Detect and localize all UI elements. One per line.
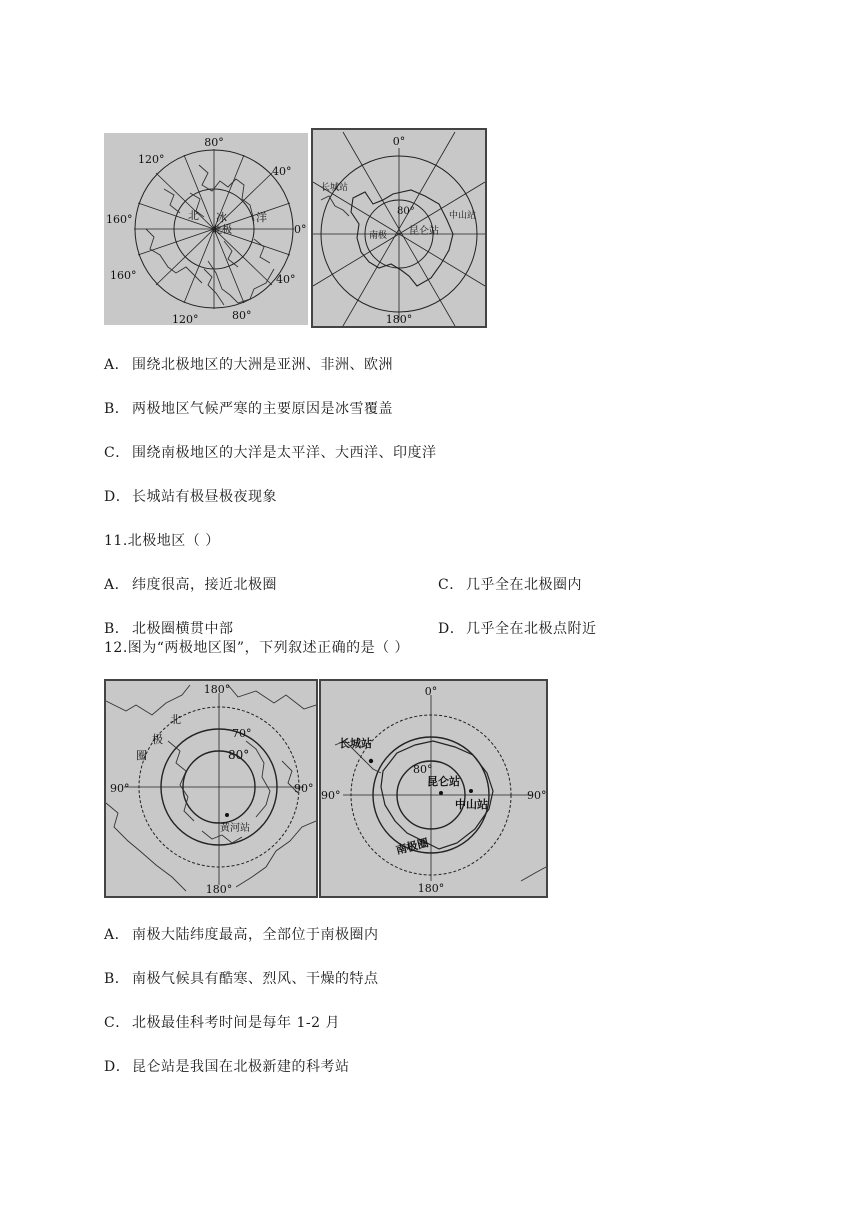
q12-option-d[interactable] xyxy=(104,1056,350,1076)
q12-stem: 12.图为“两极地区图”，下列叙述正确的是（ ） xyxy=(104,640,410,656)
ocean-label: 北 xyxy=(188,209,199,222)
option-letter: D． xyxy=(438,621,465,637)
option-text: 几乎全在北极圈内 xyxy=(466,577,582,593)
lat-label: 80° xyxy=(228,748,250,762)
option-letter: B． xyxy=(104,971,130,987)
lat-label: 80° xyxy=(413,763,433,776)
q11-option-c[interactable] xyxy=(438,574,582,594)
option-text: 两极地区气候严寒的主要原因是冰雪覆盖 xyxy=(132,401,393,417)
pole-label: 北极 xyxy=(212,225,232,236)
q11-option-d[interactable] xyxy=(438,618,597,638)
zhongshan-station-dot xyxy=(469,789,473,793)
q12-option-c[interactable] xyxy=(104,1012,340,1032)
station-kunlun: 昆仑站 xyxy=(427,775,460,788)
station-zhongshan: 中山站 xyxy=(455,798,488,811)
huanghe-station-dot xyxy=(225,813,229,817)
deg-label: 80° xyxy=(397,206,415,217)
option-letter: C． xyxy=(104,445,130,461)
deg-label: 180° xyxy=(417,882,445,895)
antarctic-circle-label: 南极圈 xyxy=(394,836,430,857)
deg-label: 0° xyxy=(424,685,438,698)
option-letter: C． xyxy=(104,1015,130,1031)
q11-option-a[interactable] xyxy=(104,574,277,594)
q10-option-a[interactable] xyxy=(104,354,393,374)
arctic-circle-char: 北 xyxy=(170,713,181,726)
q12-option-a[interactable] xyxy=(104,924,379,944)
ocean-label: 冰 xyxy=(216,211,227,224)
q10-option-b[interactable] xyxy=(104,398,393,418)
south-pole-map-2-svg xyxy=(321,681,546,896)
option-letter: B． xyxy=(104,401,130,417)
station-kunlun: 昆仑站 xyxy=(409,226,439,237)
deg-label: 90° xyxy=(294,782,314,795)
option-text: 北极圈横贯中部 xyxy=(132,621,234,637)
option-text: 纬度很高，接近北极圈 xyxy=(132,577,277,593)
option-letter: A． xyxy=(104,577,130,593)
station-changcheng: 长城站 xyxy=(321,183,349,193)
option-text: 南极气候具有酷寒、烈风、干燥的特点 xyxy=(132,971,379,987)
q10-option-c[interactable] xyxy=(104,442,437,462)
south-pole-map-1 xyxy=(311,128,487,328)
changcheng-station-dot xyxy=(369,759,373,763)
q12-option-b[interactable] xyxy=(104,968,379,988)
north-pole-map-2 xyxy=(104,679,318,898)
deg-label: 90° xyxy=(110,782,130,795)
option-text: 北极最佳科考时间是每年 1-2 月 xyxy=(132,1015,340,1031)
option-text: 昆仑站是我国在北极新建的科考站 xyxy=(132,1059,350,1075)
option-letter: A． xyxy=(104,357,130,373)
deg-label: 180° xyxy=(205,883,233,896)
pole-label: 南极 xyxy=(369,231,388,241)
option-letter: D． xyxy=(104,489,131,505)
south-pole-map-1-svg xyxy=(313,130,485,326)
arctic-circle-char: 极 xyxy=(152,733,163,746)
arctic-circle-char: 圈 xyxy=(136,749,147,762)
deg-label: 80° xyxy=(204,136,224,149)
ocean-label: 洋 xyxy=(256,211,267,224)
deg-label: 120° xyxy=(172,313,199,325)
option-letter: D． xyxy=(104,1059,131,1075)
north-pole-map-1-svg xyxy=(104,133,308,325)
option-letter: A． xyxy=(104,927,130,943)
option-text: 长城站有极昼极夜现象 xyxy=(132,489,277,505)
deg-label: 180° xyxy=(203,683,231,696)
south-pole-map-2 xyxy=(319,679,548,898)
option-text: 围绕南极地区的大洋是太平洋、大西洋、印度洋 xyxy=(132,445,437,461)
deg-label: 0° xyxy=(294,223,307,236)
lat-label: 70° xyxy=(232,727,252,740)
deg-label: 40° xyxy=(272,165,292,178)
kunlun-station-dot xyxy=(439,791,443,795)
option-text: 几乎全在北极点附近 xyxy=(466,621,597,637)
option-letter: B． xyxy=(104,621,130,637)
deg-label: 40° xyxy=(276,273,296,286)
q11-stem: 11.北极地区（ ） xyxy=(104,533,220,549)
deg-label: 0° xyxy=(392,135,406,148)
north-pole-map-2-svg xyxy=(106,681,316,896)
q10-option-d[interactable] xyxy=(104,486,277,506)
deg-label: 120° xyxy=(138,153,165,166)
deg-label: 180° xyxy=(385,313,413,326)
station-zhongshan: 中山站 xyxy=(449,211,477,221)
deg-label: 160° xyxy=(106,213,133,226)
option-letter: C． xyxy=(438,577,464,593)
north-pole-map-1 xyxy=(104,133,308,325)
deg-label: 90° xyxy=(321,789,341,802)
deg-label: 160° xyxy=(110,269,137,282)
option-text: 南极大陆纬度最高，全部位于南极圈内 xyxy=(132,927,379,943)
deg-label: 90° xyxy=(527,789,546,802)
deg-label: 80° xyxy=(232,309,252,322)
station-changcheng: 长城站 xyxy=(339,737,372,750)
station-huanghe: 黄河站 xyxy=(220,823,250,834)
option-text: 围绕北极地区的大洲是亚洲、非洲、欧洲 xyxy=(132,357,393,373)
q11-option-b[interactable] xyxy=(104,618,234,638)
